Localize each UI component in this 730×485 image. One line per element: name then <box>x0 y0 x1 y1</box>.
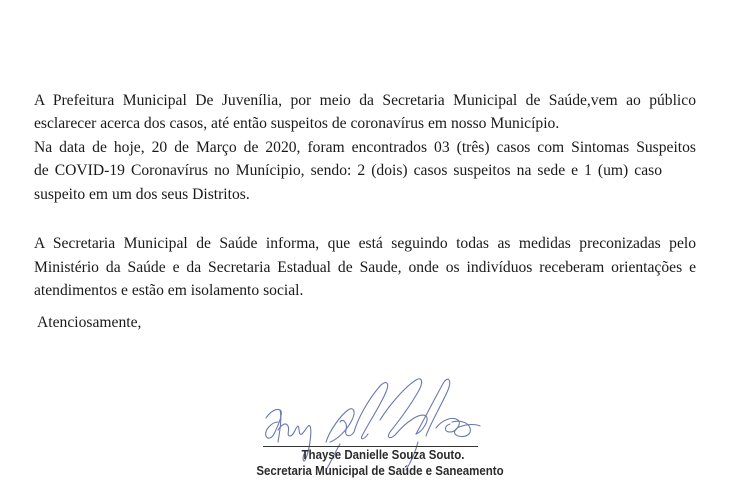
paragraph1-line-2: esclarecer acerca dos casos, até então suspeitos de coronavírus em nosso Município. <box>34 115 560 132</box>
signature-line <box>263 446 478 447</box>
paragraph2-line-2: Ministério da Saúde e da Secretaria Estadual de Saude, onde os indivíduos receberam orientações e <box>34 259 696 276</box>
closing-text: Atenciosamente, <box>34 314 142 331</box>
paragraph1-line-4: de COVID-19 Coronavírus no Munícipio, sendo: 2 (dois) casos suspeitos na sede e 1 (um) caso <box>34 162 662 179</box>
paragraph1-line-5: suspeito em um dos seus Distritos. <box>34 186 250 203</box>
paragraph2-line-3: atendimentos e estão em isolamento social. <box>34 282 304 299</box>
signature-block <box>230 360 530 485</box>
paragraph1-line-1: A Prefeitura Municipal De Juvenília, por meio da Secretaria Municipal de Saúde,vem ao público <box>34 92 696 109</box>
signer-name: Thayse Danielle Souza Souto. <box>301 448 465 462</box>
signer-role: Secretaria Municipal de Saúde e Saneamento <box>256 464 504 478</box>
paragraph2-line-1: A Secretaria Municipal de Saúde informa, que está seguindo todas as medidas preconizadas pelo <box>34 235 696 252</box>
paragraph1-line-3: Na data de hoje, 20 de Março de 2020, foram encontrados 03 (três) casos com Sintomas Suspeitos <box>34 139 696 156</box>
